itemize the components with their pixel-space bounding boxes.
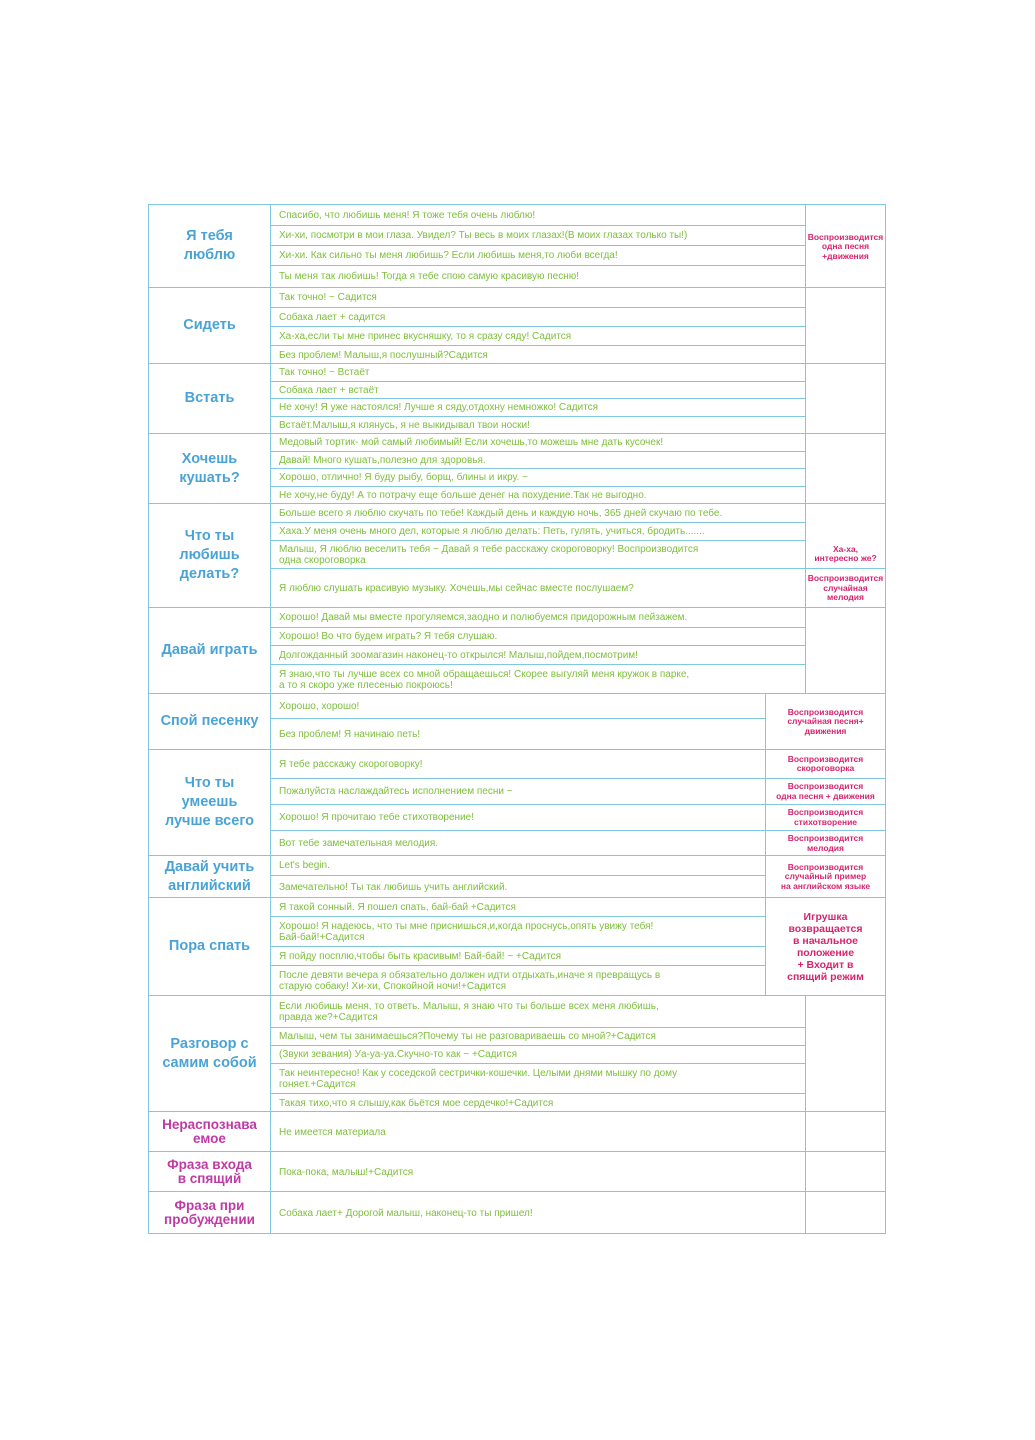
- phrase-line: Let's begin.: [279, 860, 330, 871]
- action-column: [805, 1112, 885, 1151]
- phrase-line: Замечательно! Ты так любишь учить английский.: [271, 875, 765, 898]
- action-column: [805, 205, 885, 287]
- phrase-line: Хорошо! Я надеюсь, что ты мне приснишься,и,когда проснусь,опять увижу тебя! Бай-бай!+Садится: [271, 916, 765, 946]
- phrase-line: Собака лает + встаёт: [271, 381, 805, 398]
- command-cell: Что ты любишь делать?: [149, 504, 271, 607]
- action-column: [805, 434, 885, 503]
- action-note: Воспроизводится мелодия: [766, 830, 885, 856]
- command-cell: Хочешь кушать?: [149, 434, 271, 503]
- phrase-line: Медовый тортик- мой самый любимый! Если хочешь,то можешь мне дать кусочек!: [279, 437, 664, 448]
- phrase-line: Ха-ха,если ты мне принес вкусняшку, то я сразу сяду! Садится: [271, 326, 805, 345]
- action-note: Воспроизводится случайная мелодия: [806, 568, 885, 608]
- phrase-line: Малыш, чем ты занимаешься?Почему ты не разговариваешь со мной?+Садится: [271, 1027, 805, 1045]
- command-cell: Фраза входа в спящий: [149, 1152, 271, 1191]
- action-column: [805, 608, 885, 693]
- action-column: [805, 1152, 885, 1191]
- command-cell: Сидеть: [149, 288, 271, 363]
- action-note: Воспроизводится случайная песня+ движения: [787, 706, 864, 736]
- action-column: [805, 996, 885, 1111]
- phrase-line: Больше всего я люблю скучать по тебе! Каждый день и каждую ночь, 365 дней скучаю по тебе.: [279, 507, 723, 519]
- action-column: [805, 288, 885, 363]
- phrase-line: Собака лает+ Дорогой малыш, наконец-то ты пришел!: [279, 1207, 533, 1219]
- phrase-line: (Звуки зевания) Уа-уа-уа.Скучно-то как ~ +Садится: [271, 1045, 805, 1063]
- phrase-line: Собака лает + садится: [271, 307, 805, 326]
- action-column: [765, 694, 885, 749]
- action-column: [805, 1192, 885, 1233]
- phrase-line: Пока-пока, малыш!+Садится: [279, 1166, 414, 1178]
- table-group-best-skill: [149, 749, 885, 855]
- phrase-line: Если любишь меня, то ответь. Малыш, я знаю что ты больше всех меня любишь, правда же?+Садится: [279, 1000, 659, 1023]
- phrase-line: Я знаю,что ты лучше всех со мной обращаешься! Скорее выгуляй меня кружок в парке, а то я скоро уже плесенью покроюсь!: [271, 664, 805, 694]
- command-cell: Давай учить английский: [149, 856, 271, 897]
- command-cell: Я тебя люблю: [149, 205, 271, 287]
- command-cell: Спой песенку: [149, 694, 271, 749]
- table-group-lets-play: [149, 607, 885, 693]
- table-group-sit: [149, 287, 885, 363]
- phrase-line: Я такой сонный. Я пошел спать, бай-бай +Садится: [279, 901, 516, 913]
- phrase-line: Я пойду посплю,чтобы быть красивым! Бай-бай! ~ +Садится: [271, 946, 765, 965]
- table-group-unrecognized: [149, 1111, 885, 1151]
- phrase-line: Хорошо, хорошо!: [279, 700, 360, 712]
- command-cell: Фраза при пробуждении: [149, 1192, 271, 1233]
- phrase-line: Спасибо, что любишь меня! Я тоже тебя очень люблю!: [279, 209, 536, 221]
- command-cell: Разговор с самим собой: [149, 996, 271, 1111]
- action-column: [805, 504, 885, 607]
- phrase-line: Давай! Много кушать,полезно для здоровья.: [271, 451, 805, 468]
- action-note: Воспроизводится случайный пример на английском языке: [780, 861, 871, 891]
- phrase-line: После девяти вечера я обязательно должен идти отдыхать,иначе я превращусь в старую собаку! Хи-хи, Спокойной ночи!+Садится: [271, 965, 765, 996]
- phrase-line: Не хочу,не буду! А то потрачу еще больше денег на похудение.Так не выгодно.: [271, 486, 805, 504]
- command-cell: Пора спать: [149, 898, 271, 995]
- phrase-line: Малыш, Я люблю веселить тебя ~ Давай я тебе расскажу скороговорку! Воспроизводится одна скороговорка: [271, 540, 805, 568]
- phrase-line: Так неинтересно! Как у соседской сестрички-кошечки. Целыми днями мышку по дому гоняет.+Садится: [271, 1063, 805, 1093]
- phrase-line: Так точно! ~ Встаёт: [279, 367, 370, 378]
- action-column: [805, 364, 885, 433]
- action-column: [765, 856, 885, 897]
- phrase-line: Хи-хи. Как сильно ты меня любишь? Если любишь меня,то люби всегда!: [271, 245, 805, 265]
- table-group-wake-phrase: [149, 1191, 885, 1233]
- phrase-line: Хи-хи, посмотри в мои глаза. Увидел? Ты весь в моих глазах!(В моих глазах только ты!): [271, 225, 805, 245]
- phrase-line: Без проблем! Малыш,я послушный?Садится: [271, 345, 805, 364]
- phrase-line: Пожалуйста наслаждайтесь исполнением песни ~: [271, 778, 765, 804]
- phrase-line: Я люблю слушать красивую музыку. Хочешь,мы сейчас вместе послушаем?: [271, 568, 805, 608]
- table-group-learn-english: [149, 855, 885, 897]
- action-note: Ха-ха, интересно же?: [814, 543, 877, 563]
- table-group-i-love-you: [149, 205, 885, 287]
- phrase-line: Долгожданный зоомагазин наконец-то открылся! Малыш,пойдем,посмотрим!: [271, 645, 805, 664]
- action-column: [765, 898, 885, 995]
- phrase-line: Хорошо! Я прочитаю тебе стихотворение!: [271, 804, 765, 830]
- table-group-self-talk: [149, 995, 885, 1111]
- phrase-line: Я тебе расскажу скороговорку!: [279, 758, 423, 770]
- phrase-line: Хорошо! Давай мы вместе прогуляемся,заодно и полюбуемся придорожным пейзажем.: [279, 612, 688, 623]
- command-cell: Нераспознава емое: [149, 1112, 271, 1151]
- phrase-line: Ты меня так любишь! Тогда я тебе спою самую красивую песню!: [271, 265, 805, 287]
- action-note: Воспроизводится скороговорка: [787, 753, 864, 773]
- command-cell: Что ты умеешь лучше всего: [149, 750, 271, 855]
- action-note: Воспроизводится одна песня +движения: [807, 231, 884, 261]
- phrase-line: Хорошо! Во что будем играть? Я тебя слушаю.: [271, 627, 805, 645]
- command-cell: Встать: [149, 364, 271, 433]
- phrase-line: Вот тебе замечательная мелодия.: [271, 830, 765, 856]
- phrase-line: Не имеется материала: [279, 1126, 386, 1138]
- table-group-sleep-phrase: [149, 1151, 885, 1191]
- table-group-what-you-like: [149, 503, 885, 607]
- action-column: [765, 750, 885, 855]
- action-note: Игрушка возвращается в начальное положение + Входит в спящий режим: [787, 911, 864, 983]
- action-note: Воспроизводится одна песня + движения: [766, 778, 885, 804]
- phrase-table: [148, 204, 886, 1234]
- phrase-line: Встаёт.Малыш,я клянусь, я не выкидывал твои носки!: [271, 416, 805, 434]
- phrase-line: Хаха.У меня очень много дел, которые я люблю делать: Петь, гулять, учиться, бродить.......: [271, 522, 805, 540]
- phrase-line: Хорошо, отлично! Я буду рыбу, борщ, блины и икру. ~: [271, 468, 805, 486]
- phrase-line: Такая тихо,что я слышу,как бьётся мое сердечко!+Садится: [271, 1093, 805, 1112]
- table-group-bedtime: [149, 897, 885, 995]
- table-group-sing: [149, 693, 885, 749]
- table-group-stand: [149, 363, 885, 433]
- action-note: Воспроизводится стихотворение: [766, 804, 885, 830]
- table-group-want-to-eat: [149, 433, 885, 503]
- phrase-line: Так точно! ~ Садится: [279, 292, 377, 303]
- phrase-line: Не хочу! Я уже настоялся! Лучше я сяду,отдохну немножко! Садится: [271, 398, 805, 416]
- phrase-line: Без проблем! Я начинаю петь!: [271, 718, 765, 750]
- command-cell: Давай играть: [149, 608, 271, 693]
